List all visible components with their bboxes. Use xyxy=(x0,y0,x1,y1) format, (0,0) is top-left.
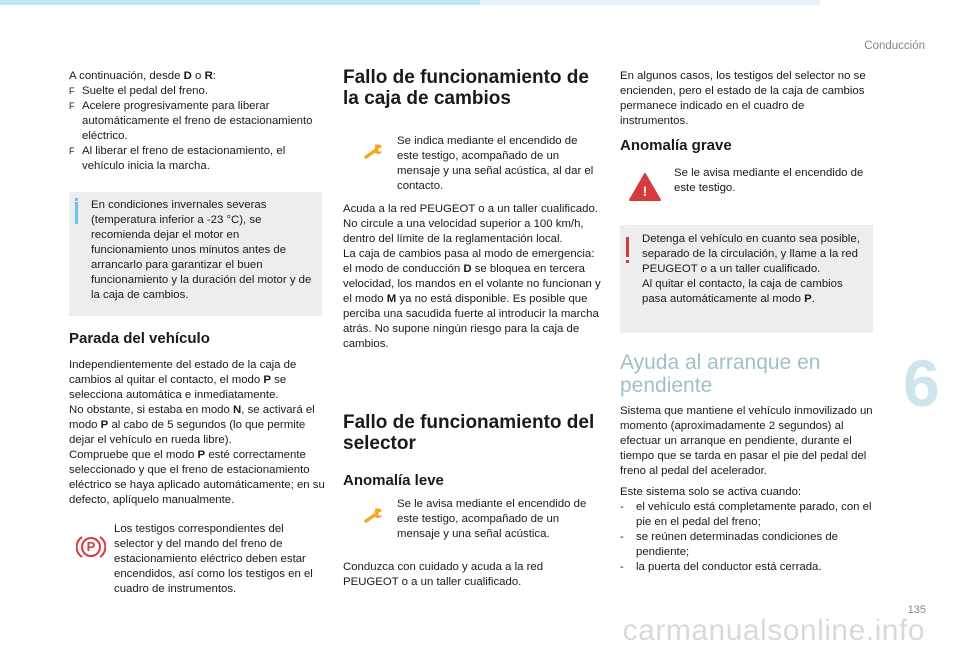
fallo-caja-body xyxy=(343,202,601,352)
info-icon xyxy=(75,202,78,224)
section-label: Conducción xyxy=(864,40,925,52)
parking-brake-letter: P xyxy=(86,539,96,554)
warning-icon-bar xyxy=(626,237,629,257)
col3-intro: En algunos casos, los testigos del selector no se encienden, pero el estado de la caja de cambios permanece indicado en el cuadro de instrumentos. xyxy=(620,70,866,127)
parada-paragraph: No obstante, si estaba en modo N, se activará el modo P al cabo de 5 segundos (lo que permite dejar el vehículo en rueda libre). xyxy=(69,404,315,446)
grave-title: Anomalía grave xyxy=(620,137,732,154)
leve-icon-text: Se le avisa mediante el encendido de este testigo, acompañado de un mensaje y una señal acústica. xyxy=(397,498,587,540)
parada-paragraph: Compruebe que el modo P esté correctamente seleccionado y que el freno de estacionamiento eléctrico se haya aplicado automáticamente; en su defecto, aplíquelo manualmente. xyxy=(69,449,325,506)
warning-glyph: ! xyxy=(642,183,648,199)
header-accent-bar-light xyxy=(480,0,820,5)
warning-icon-dot xyxy=(626,260,629,263)
parking-brake-icon xyxy=(76,532,106,562)
page-number: 135 xyxy=(907,604,926,616)
info-text: En condiciones invernales severas (temperatura inferior a -23 °C), se recomienda dejar el motor en funcionamiento unos minutos antes de arrancarlo para garantizar el buen funcionamiento y la duración del motor y de la caja de cambios. xyxy=(91,199,312,301)
intro-line: A continuación, desde D o R: xyxy=(69,70,216,82)
fallo-caja-title: Fallo de funcionamiento de la caja de cambios xyxy=(343,67,589,109)
header-accent-bar xyxy=(0,0,480,5)
warning-text: Detenga el vehículo en cuanto sea posible, separado de la circulación, y llame a la red PEUGEOT o a un taller cualificado. Al quitar el contacto, la caja de cambios pasa automáticamente al modo P. xyxy=(642,233,860,305)
warning-triangle-icon xyxy=(628,172,662,202)
fallo-selector-title: Fallo de funcionamiento del selector xyxy=(343,412,595,454)
fallo-caja-icon-text: Se indica mediante el encendido de este testigo, acompañado de un mensaje y una señal acústica, al dar el contacto. xyxy=(397,135,594,192)
wrench-icon xyxy=(364,505,384,525)
bullet-item: F Acelere progresivamente para liberar automáticamente el freno de estacionamiento eléctrico. xyxy=(69,100,313,142)
info-icon-dot xyxy=(75,198,78,201)
fallo-caja-p2: No circule a una velocidad superior a 100 km/h, dentro del límite de la reglamentación local. xyxy=(343,218,584,245)
leve-paragraph: Conduzca con cuidado y acuda a la red PEUGEOT o a un taller cualificado. xyxy=(343,561,544,588)
ayuda-p1: Sistema que mantiene el vehículo inmovilizado un momento (aproximadamente 2 segundos) al efectuar un arranque en pendiente, durante el tiempo que se tarda en pasar el pie del pedal del freno al pedal del acelerador. xyxy=(620,405,873,477)
wrench-icon xyxy=(364,141,384,161)
fallo-caja-p3: La caja de cambios pasa al modo de emergencia: el modo de conducción D se bloquea en tercera velocidad, los mandos en el volante no funcionan y el modo M ya no está disponible. Es posible que perciba una sacudida fuerte al introducir la marcha atrás. No supone ningún riesgo para la caja de cambios. xyxy=(343,248,601,350)
ayuda-item: - se reúnen determinadas condiciones de pendiente; xyxy=(620,531,839,558)
ayuda-item: - la puerta del conductor está cerrada. xyxy=(620,561,822,573)
ayuda-p2: Este sistema solo se activa cuando: xyxy=(620,486,802,498)
column-left xyxy=(69,69,327,174)
parada-paragraph: Independientemente del estado de la caja de cambios al quitar el contacto, el modo P se selecciona automática e inmediatamente. xyxy=(69,359,297,401)
ayuda-title: Ayuda al arranque en pendiente xyxy=(620,351,821,397)
leve-title: Anomalía leve xyxy=(343,472,444,489)
grave-icon-text: Se le avisa mediante el encendido de este testigo. xyxy=(674,167,864,194)
ayuda-body xyxy=(620,404,878,575)
chapter-number: 6 xyxy=(903,346,940,420)
parada-icon-text: Los testigos correspondientes del selector y del mando del freno de estacionamiento eléctrico deben estar encendidos, así como los testigos en el cuadro de instrumentos. xyxy=(114,523,313,595)
watermark: carmanualsonline.info xyxy=(622,614,925,647)
info-box-winter xyxy=(69,192,322,316)
parada-title: Parada del vehículo xyxy=(69,330,210,347)
bullet-item: F Suelte el pedal del freno. xyxy=(69,85,209,97)
parada-section xyxy=(69,330,327,508)
warning-box xyxy=(620,225,873,333)
ayuda-item: - el vehículo está completamente parado, con el pie en el pedal del freno; xyxy=(620,501,872,528)
bullet-item: F Al liberar el freno de estacionamiento, el vehículo inicia la marcha. xyxy=(69,145,286,172)
fallo-caja-p1: Acuda a la red PEUGEOT o a un taller cualificado. xyxy=(343,203,598,215)
